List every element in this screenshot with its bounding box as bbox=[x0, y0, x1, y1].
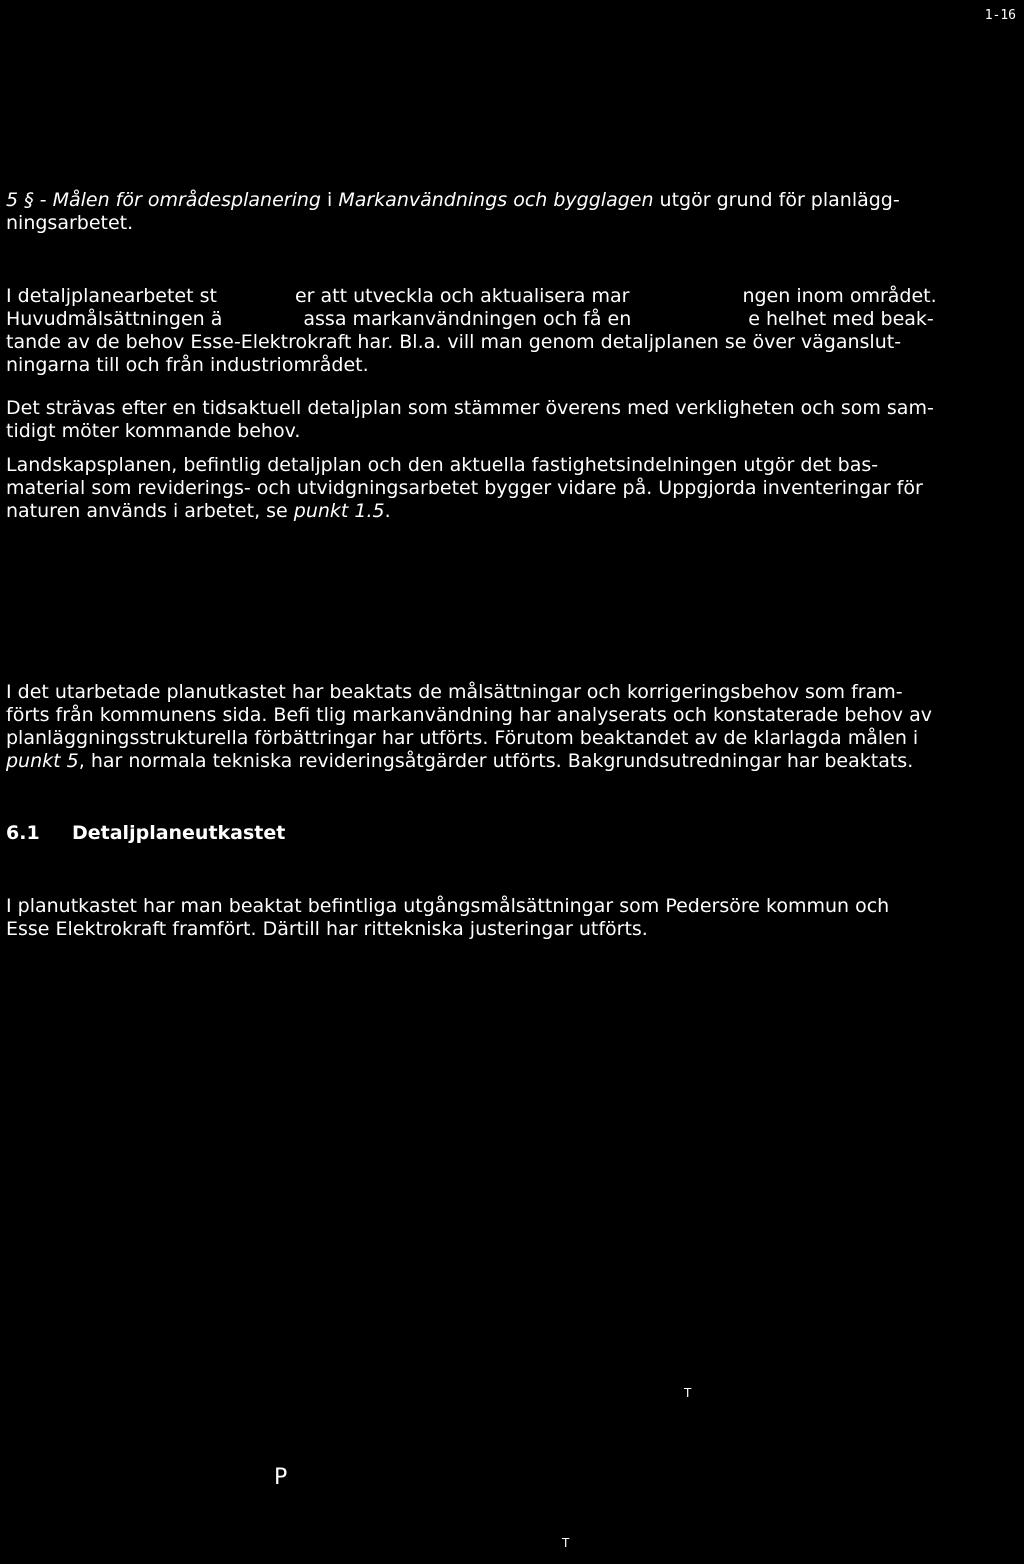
stray-mark-p: P bbox=[274, 1465, 288, 1490]
goals-line-1-part-a: I detaljplanearbetet st bbox=[6, 285, 217, 307]
landscape-line-1: Landskapsplanen, befintlig detaljplan och den aktuella fastighetsindelningen utgör det bas- bbox=[6, 454, 879, 476]
law-name: Markanvändnings och bygglagen bbox=[338, 189, 654, 211]
draft-line-2: förts från kommunens sida. Befi tlig markanvändning har analyserats och konstaterade behov av bbox=[6, 704, 932, 726]
landscape-line-3 bbox=[6, 500, 923, 523]
draft-paragraph bbox=[6, 681, 932, 773]
draft-line-3: planläggningsstrukturella förbättringar har utförts. Förutom beaktandet av de klarlagda målen i bbox=[6, 727, 919, 749]
goal-intro-suffix: utgör grund för planlägg- bbox=[653, 189, 900, 211]
section-line-1: I planutkastet har man beaktat befintliga utgångsmålsättningar som Pedersöre kommun och bbox=[6, 895, 890, 917]
strive-paragraph bbox=[6, 397, 934, 443]
landscape-line-3-suffix: . bbox=[384, 500, 391, 522]
section-number: 6.1 bbox=[6, 822, 40, 844]
section-line-2: Esse Elektrokraft framfört. Därtill har rittekniska justeringar utförts. bbox=[6, 918, 648, 940]
draft-line-4-suffix: , har normala tekniska revideringsåtgärder utförts. Bakgrundsutredningar har beaktats. bbox=[78, 750, 914, 772]
goals-line-2-part-a: Huvudmålsättningen ä bbox=[6, 308, 223, 330]
point-reference: punkt 5 bbox=[6, 750, 79, 772]
section-paragraph bbox=[6, 895, 889, 941]
goals-line-2-part-c: e helhet med beak- bbox=[748, 308, 934, 330]
goal-intro-title: 5 § - Målen för områdesplanering bbox=[6, 189, 321, 211]
goals-paragraph bbox=[6, 285, 937, 377]
draft-line-4 bbox=[6, 750, 932, 773]
landscape-line-3-prefix: naturen används i arbetet, se bbox=[6, 500, 294, 522]
goal-intro-line-2: ningsarbetet. bbox=[6, 212, 134, 234]
goals-line-2 bbox=[6, 308, 937, 331]
landscape-paragraph bbox=[6, 454, 923, 523]
stray-mark-t-upper: T bbox=[684, 1386, 692, 1400]
goals-line-2-part-b: assa markanvändningen och få en bbox=[303, 308, 632, 330]
page-number: 1-16 bbox=[984, 8, 1016, 23]
goal-intro-line-1 bbox=[6, 189, 900, 212]
goals-line-1-part-b: er att utveckla och aktualisera mar bbox=[294, 285, 630, 307]
goals-line-1 bbox=[6, 285, 937, 308]
goals-line-3: tande av de behov Esse-Elektrokraft har. Bl.a. vill man genom detaljplanen se över väganslut- bbox=[6, 331, 902, 353]
stray-mark-t-lower: T bbox=[562, 1536, 570, 1550]
goal-intro bbox=[6, 189, 900, 235]
strive-line-1: Det strävas efter en tidsaktuell detaljplan som stämmer överens med verkligheten och som sam- bbox=[6, 397, 934, 419]
point-reference: punkt 1.5 bbox=[293, 500, 385, 522]
landscape-line-2: material som reviderings- och utvidgningsarbetet bygger vidare på. Uppgjorda inventeringar för bbox=[6, 477, 923, 499]
draft-line-1: I det utarbetade planutkastet har beaktats de målsättningar och korrigeringsbehov som fram- bbox=[6, 681, 903, 703]
strive-line-2: tidigt möter kommande behov. bbox=[6, 420, 301, 442]
section-title: Detaljplaneutkastet bbox=[72, 822, 286, 844]
goals-line-1-part-c: ngen inom området. bbox=[742, 285, 937, 307]
goal-intro-mid: i bbox=[320, 189, 339, 211]
goals-line-4: ningarna till och från industriområdet. bbox=[6, 354, 369, 376]
section-heading bbox=[6, 822, 285, 845]
